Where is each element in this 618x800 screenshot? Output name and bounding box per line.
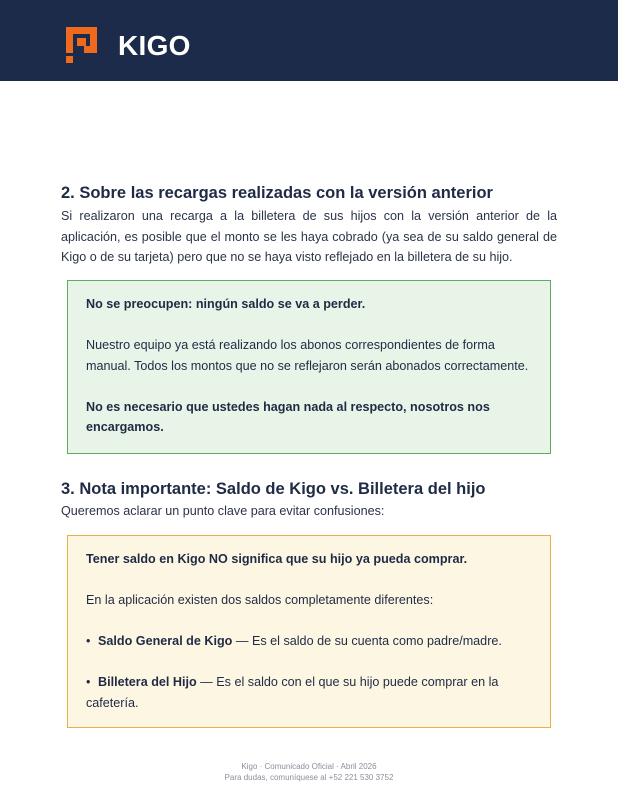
list-item-desc: — Es el saldo con el que su hijo puede comprar en la cafetería.: [86, 675, 499, 710]
section-2: [61, 183, 557, 268]
list-item-term: Billetera del Hijo: [98, 675, 197, 689]
callout-closing: No es necesario que ustedes hagan nada al respecto, nosotros nos encargamos.: [86, 399, 490, 434]
section-3-intro: Queremos aclarar un punto clave para evitar confusiones:: [61, 504, 385, 518]
brand-name: KIGO: [118, 30, 191, 61]
header-bar: [0, 0, 618, 81]
note-lead: En la aplicación existen dos saldos completamente diferentes:: [86, 593, 434, 607]
kigo-logo-icon: [66, 27, 97, 63]
section-3: [61, 479, 557, 522]
section-2-body: Si realizaron una recarga a la billetera de sus hijos con la versión anterior de la aplicación, es posible que el monto se les haya cobrado (ya sea de su saldo general de Kigo o de su tarjeta) pero que no se haya visto reflejado en la billetera de su hijo.: [61, 209, 557, 264]
important-note-callout: [67, 535, 551, 728]
section-3-title: 3. Nota importante: Saldo de Kigo vs. Billetera del hijo: [61, 480, 486, 498]
section-2-title: 2. Sobre las recargas realizadas con la versión anterior: [61, 184, 493, 202]
list-item-term: Saldo General de Kigo: [98, 634, 233, 648]
footer-line-1: Kigo · Comunicado Oficial · Abril 2026: [241, 762, 377, 771]
callout-text: Nuestro equipo ya está realizando los abonos correspondientes de forma manual. Todos los montos que no se reflejaron serán abonados correctamente.: [86, 338, 529, 373]
reassurance-callout: [67, 280, 551, 454]
list-item: • Saldo General de Kigo — Es el saldo de su cuenta como padre/madre.: [86, 634, 502, 648]
note-headline: Tener saldo en Kigo NO significa que su hijo ya pueda comprar.: [86, 552, 468, 566]
list-item: • Billetera del Hijo — Es el saldo con el que su hijo puede comprar en la cafetería.: [86, 675, 499, 710]
list-item-desc: — Es el saldo de su cuenta como padre/madre.: [232, 634, 502, 648]
callout-headline: No se preocupen: ningún saldo se va a perder.: [86, 297, 366, 311]
footer-line-2: Para dudas, comuníquese al +52 221 530 3752: [224, 773, 394, 782]
